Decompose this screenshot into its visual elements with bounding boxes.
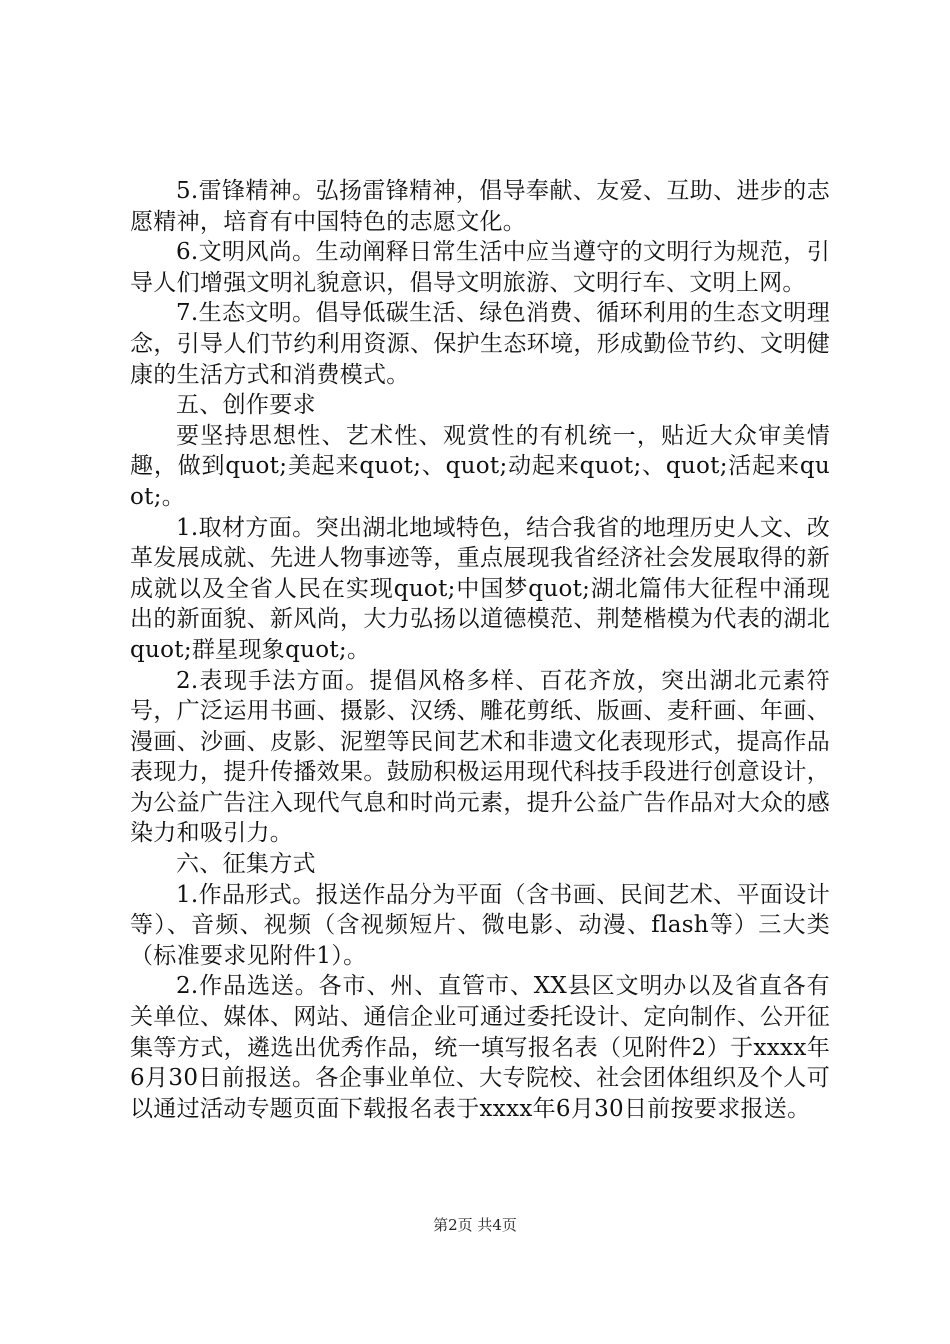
page-number-footer: 第2页 共4页 (433, 1216, 517, 1234)
paragraph-lei-feng-spirit: 5.雷锋精神。弘扬雷锋精神，倡导奉献、友爱、互助、进步的志愿精神，培育有中国特色的志愿文化。 (130, 178, 830, 235)
section-heading-collection-method: 六、征集方式 (176, 851, 316, 878)
paragraph-work-forms: 1.作品形式。报送作品分为平面（含书画、民间艺术、平面设计等）、音频、视频（含视频短片、微电影、动漫、flash等）三大类（标准要求见附件1）。 (130, 881, 830, 969)
paragraph-civilized-fashion: 6.文明风尚。生动阐释日常生活中应当遵守的文明行为规范，引导人们增强文明礼貌意识，倡导文明旅游、文明行车、文明上网。 (130, 239, 830, 296)
section-heading-creation-requirements: 五、创作要求 (176, 392, 316, 419)
paragraph-expression-techniques: 2.表现手法方面。提倡风格多样、百花齐放，突出湖北元素符号，广泛运用书画、摄影、汉绣、雕花剪纸、版画、麦秆画、年画、漫画、沙画、皮影、泥塑等民间艺术和非遗文化表现形式，提高作品表现力，提升传播效果。鼓励积极运用现代科技手段进行创意设计，为公益广告注入现代气息和时尚元素，提升公益广告作品对大众的感染力和吸引力。 (130, 667, 830, 847)
document-body (130, 176, 830, 1124)
paragraph-creation-principles: 要坚持思想性、艺术性、观赏性的有机统一，贴近大众审美情趣，做到quot;美起来quot;、quot;动起来quot;、quot;活起来quot;。 (130, 422, 830, 510)
paragraph-work-submission: 2.作品选送。各市、州、直管市、XX县区文明办以及省直各有关单位、媒体、网站、通信企业可通过委托设计、定向制作、公开征集等方式，遴选出优秀作品，统一填写报名表（见附件2）于xxxx年6月30日前报送。各企事业单位、大专院校、社会团体组织及个人可以通过活动专题页面下载报名表于xxxx年6月30日前按要求报送。 (130, 973, 830, 1122)
paragraph-ecological-civilization: 7.生态文明。倡导低碳生活、绿色消费、循环利用的生态文明理念，引导人们节约利用资源、保护生态环境，形成勤俭节约、文明健康的生活方式和消费模式。 (130, 300, 830, 388)
paragraph-subject-matter: 1.取材方面。突出湖北地域特色，结合我省的地理历史人文、改革发展成就、先进人物事迹等，重点展现我省经济社会发展取得的新成就以及全省人民在实现quot;中国梦quot;湖北篇伟大征程中涌现出的新面貌、新风尚，大力弘扬以道德模范、荆楚楷模为代表的湖北quot;群星现象quot;。 (130, 514, 830, 663)
